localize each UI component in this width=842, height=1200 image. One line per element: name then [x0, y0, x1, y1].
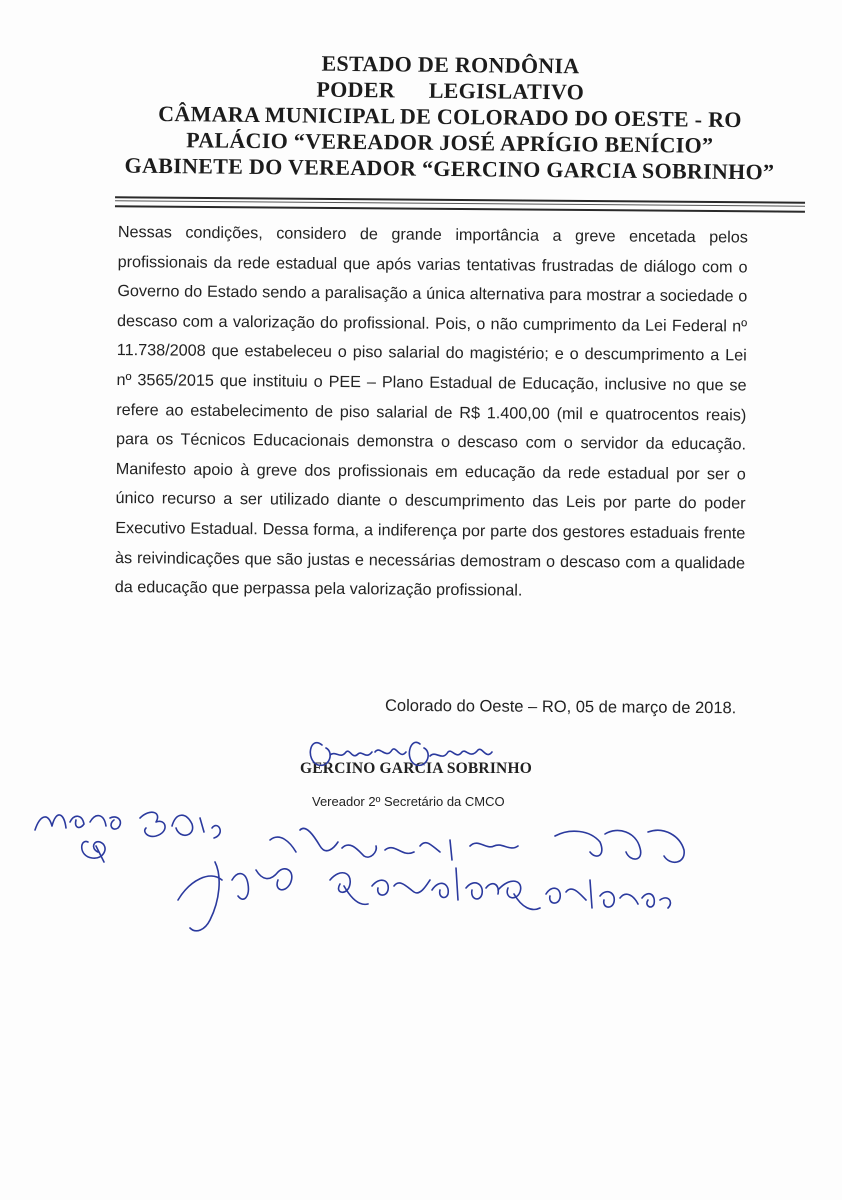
signature-ronaldo [330, 868, 670, 909]
signatory-name: GERCINO GARCIA SOBRINHO [300, 760, 532, 777]
dateline: Colorado do Oeste – RO, 05 de março de 2018. [384, 696, 737, 718]
header-divider-inner [115, 200, 805, 206]
signature-margin-left [35, 812, 220, 862]
signature-lower-left [178, 862, 292, 931]
letterhead [99, 48, 800, 185]
letterhead-palace: PALÁCIO “VEREADOR JOSÉ APRÍGIO BENÍCIO” [186, 127, 714, 158]
body-paragraph: Nessas condições, considero de grande importância a greve encetada pelos profissionais da rede estadual que após varias tentativas frustradas de diálogo com o Governo do Estado sendo a paralisação a única alternativa para mostrar a sociedade o descaso com a valorização do profissional. Pois, o não cumprimento da Lei Federal nº 11.738/2008 que estabeleceu o piso salarial do magistério; e o descumprimento a Lei nº 3565/2015 que instituiu o PEE – Plano Estadual de Educação, inclusive no que se refere ao estabelecimento de piso salarial de R$ 1.400,00 (mil e quatrocentos reais) para os Técnicos Educacionais demonstra o descaso com o servidor da educação. Manifesto apoio à greve dos profissionais em educação da rede estadual por ser o único recurso a ser utilizado diante o descumprimento das Leis por parte do poder Executivo Estadual. Dessa forma, a indiferença por parte dos gestores estaduais frente às reivindicações que são justas e necessárias demostram o descaso com a qualidade da educação que perpassa pela valorização profissional. [114, 222, 748, 600]
signatory-role: Vereador 2º Secretário da CMCO [312, 794, 505, 809]
letterhead-office: GABINETE DO VEREADOR “GERCINO GARCIA SOBRINHO” [124, 152, 775, 185]
letterhead-power: PODER LEGISLATIVO [316, 76, 585, 105]
header-divider [115, 196, 805, 212]
letterhead-state: ESTADO DE RONDÔNIA [321, 50, 580, 79]
letterhead-chamber: CÂMARA MUNICIPAL DE COLORADO DO OESTE - RO [158, 100, 742, 133]
signature-middle [270, 828, 684, 862]
